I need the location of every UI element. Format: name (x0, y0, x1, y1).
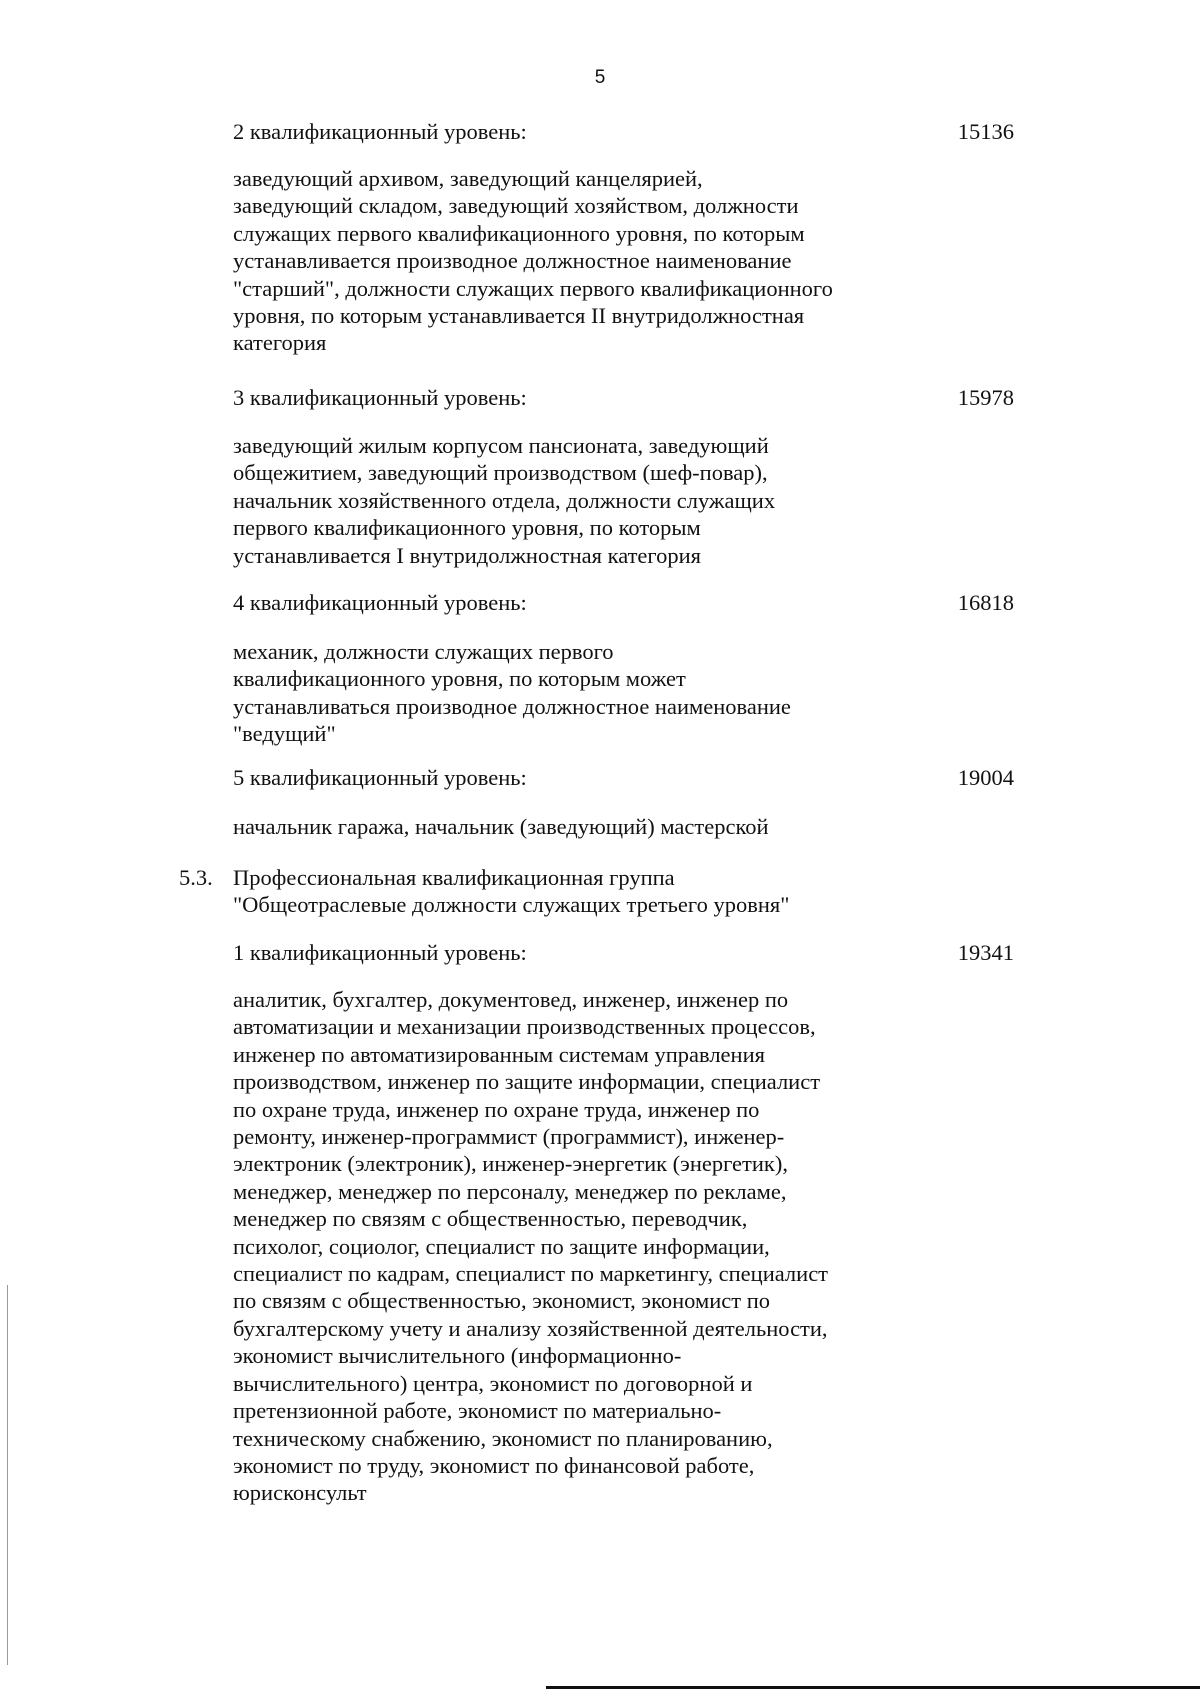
salary-value: 16818 (957, 590, 1014, 615)
qualification-level-label: 5 квалификационный уровень: (233, 765, 527, 790)
section-heading (179, 864, 899, 919)
position-list: заведующий жилым корпусом пансионата, заведующий общежитием, заведующий производством (шеф-повар), начальник хозяйственного отдела, должности служащих первого квалификационного уровня, по которым устанавливается I внутридолжностная категория (233, 433, 776, 568)
position-list: начальник гаража, начальник (заведующий) мастерской (233, 814, 769, 839)
qualification-level-row (233, 384, 1014, 411)
qualification-level-row (233, 589, 1014, 616)
salary-value: 19341 (957, 940, 1014, 965)
qualification-level-row (233, 939, 1014, 966)
salary-value: 19004 (957, 765, 1014, 790)
salary-value: 15978 (957, 385, 1014, 410)
qualification-level-row (233, 764, 1014, 791)
qualification-level-label: 4 квалификационный уровень: (233, 590, 527, 615)
section-number: 5.3. (179, 865, 213, 890)
scan-bottom-bar (546, 1686, 1200, 1689)
section-title: Профессиональная квалификационная группа "Общеотраслевые должности служащих третьего уровня" (233, 865, 790, 918)
page-number: 5 (594, 67, 606, 88)
qualification-level-label: 1 квалификационный уровень: (233, 940, 527, 965)
position-list: аналитик, бухгалтер, документовед, инженер, инженер по автоматизации и механизации производственных процессов, инженер по автоматизированным системам управления производством, инженер по защите информации, специалист по охране труда, инженер по охране труда, инженер по ремонту, инженер-программист (программист), инженер- электроник (электроник), инженер-энергетик (энергетик), менеджер, менеджер по персоналу, менеджер по рекламе, менеджер по связям с общественностью, переводчик, психолог, социолог, специалист по защите информации, специалист по кадрам, специалист по маркетингу, специалист по связям с общественностью, экономист, экономист по бухгалтерскому учету и анализу хозяйственной деятельности, экономист вычислительного (информационно- вычислительного) центра, экономист по договорной и претензионной работе, экономист по материально- техническому снабжению, экономист по планированию, экономист по труду, экономист по финансовой работе, юрисконсульт (233, 987, 829, 1506)
position-list: заведующий архивом, заведующий канцелярией, заведующий складом, заведующий хозяйством, должности служащих первого квалификационного уровня, по которым устанавливается производное должностное наименование "старший", должности служащих первого квалификационного уровня, по которым устанавливается II внутридолжностная категория (233, 166, 833, 356)
scan-edge-mark (7, 1285, 8, 1665)
qualification-level-label: 2 квалификационный уровень: (233, 119, 527, 144)
position-list: механик, должности служащих первого квалификационного уровня, по которым может устанавливаться производное должностное наименование "ведущий" (233, 639, 791, 747)
qualification-level-row (233, 118, 1014, 145)
salary-value: 15136 (957, 119, 1014, 144)
qualification-level-label: 3 квалификационный уровень: (233, 385, 527, 410)
